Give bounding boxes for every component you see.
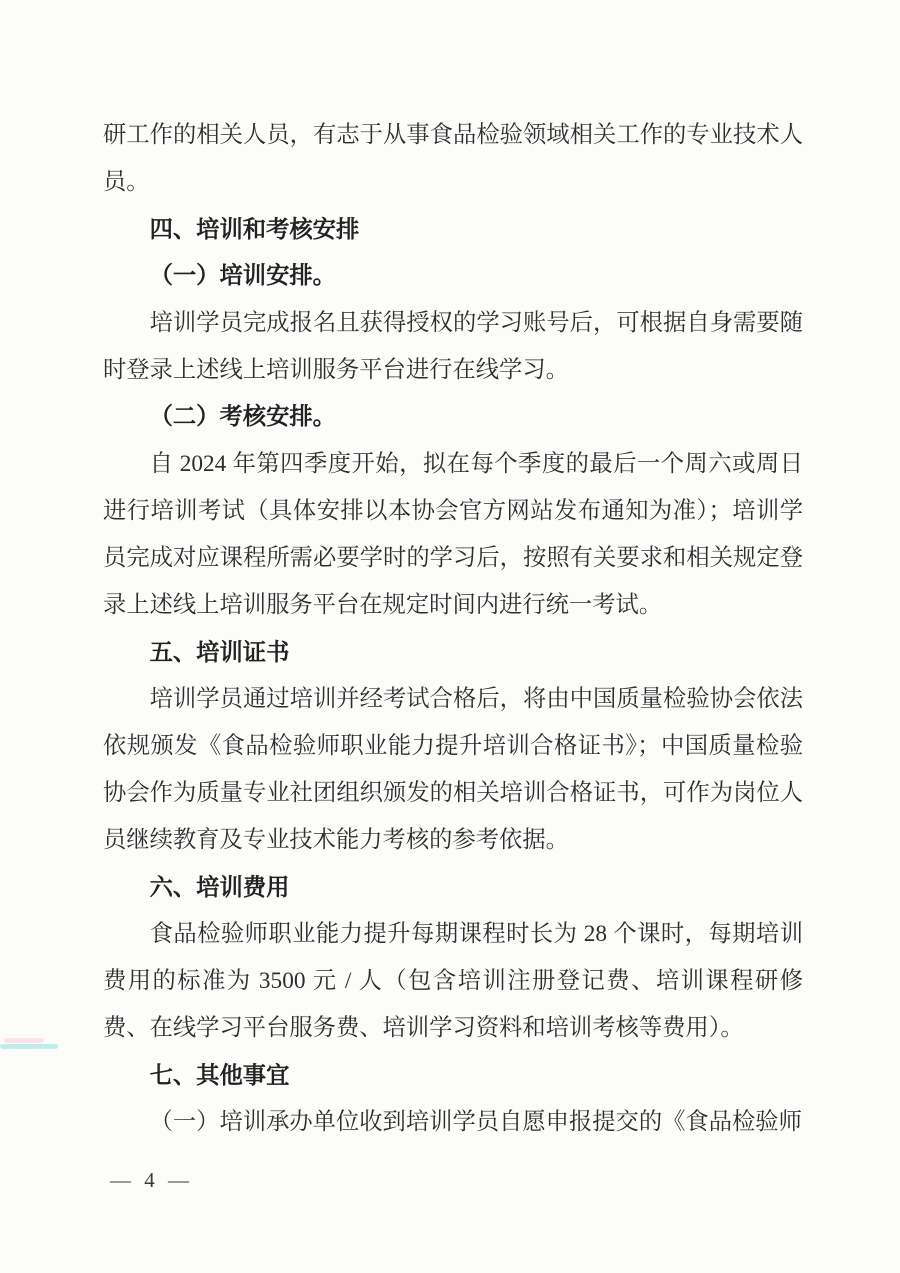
section-heading-training-and-assessment: 四、培训和考核安排: [149, 216, 360, 242]
section-heading-other-matters: 七、其他事宜: [149, 1062, 290, 1088]
scan-artifact-pink: [4, 1038, 44, 1043]
scan-artifact-teal: [0, 1044, 58, 1049]
paragraph-intro-continuation: 研工作的相关人员，有志于从事食品检验领域相关工作的专业技术人员。: [103, 122, 803, 195]
subsection-heading-training-arrangement: （一）培训安排。: [149, 263, 336, 289]
page-number: — 4 —: [110, 1168, 193, 1192]
subsection-heading-assessment-arrangement: （二）考核安排。: [149, 404, 336, 430]
paragraph-training-arrangement: 培训学员完成报名且获得授权的学习账号后，可根据自身需要随时登录上述线上培训服务平台进行在线学习。: [103, 310, 803, 383]
paragraph-training-certificate: 培训学员通过培训并经考试合格后，将由中国质量检验协会依法依规颁发《食品检验师职业能力提升培训合格证书》；中国质量检验协会作为质量专业社团组织颁发的相关培训合格证书，可作为岗位人员继续教育及专业技术能力考核的参考依据。: [103, 686, 803, 853]
section-heading-training-fee: 六、培训费用: [149, 874, 290, 900]
paragraph-other-matters: （一）培训承办单位收到培训学员自愿申报提交的《食品检验师: [149, 1109, 802, 1135]
paragraph-training-fee: 食品检验师职业能力提升每期课程时长为 28 个课时，每期培训费用的标准为 3500 元 / 人（包含培训注册登记费、培训课程研修费、在线学习平台服务费、培训学习资料和培训考核等费用）。: [103, 921, 803, 1041]
document-body: [103, 112, 803, 1146]
paragraph-assessment-arrangement: 自 2024 年第四季度开始，拟在每个季度的最后一个周六或周日进行培训考试（具体安排以本协会官方网站发布通知为准）；培训学员完成对应课程所需必要学时的学习后，按照有关要求和相关规定登录上述线上培训服务平台在规定时间内进行统一考试。: [103, 451, 803, 618]
section-heading-training-certificate: 五、培训证书: [149, 639, 290, 665]
